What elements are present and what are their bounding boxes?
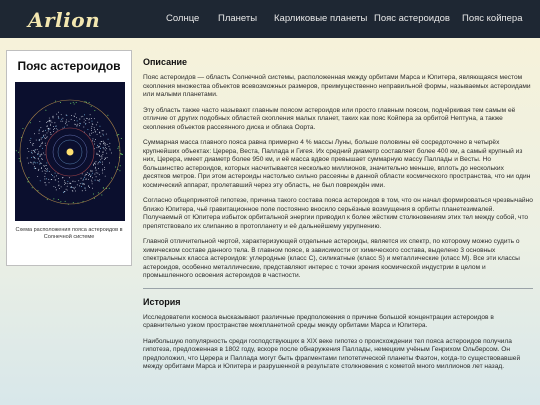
nav-link-planets[interactable]: Планеты — [218, 13, 258, 24]
site-header — [0, 0, 540, 38]
infobox-caption: Схема расположения пояса астероидов в Солнечной системе — [15, 227, 123, 240]
page-content — [0, 38, 540, 405]
paragraph: Главной отличительной чертой, характеризующей отдельные астероиды, является их спектр, по которому можно судить о химическом составе данного тела. В главном поясе, в зависимости от химического состава, выделено 3 основных спектральных класса астероидов: углеродные (класс C), силикатные (класс S) и металлические (класс M). Все эти классы астероидов, особенно металлические, представляют интерес с точки зрения космической индустрии в целом и промышленного освоения астероидов в частности. — [143, 238, 520, 279]
section-title-description: Описание — [143, 57, 188, 67]
nav-link-dwarf-planets[interactable]: Карликовые планеты — [274, 13, 368, 24]
infobox-title: Пояс астероидов — [17, 59, 121, 73]
nav-link-kuiper-belt[interactable]: Пояс койпера — [462, 13, 523, 24]
infobox — [6, 50, 132, 266]
sun-dot — [67, 149, 74, 156]
paragraph: Наибольшую популярность среди господствующих в XIX веке гипотез о происхождении тел пояса астероидов получила гипотеза, предложенная в 1802 году, вскоре после обнаружения Паллады, немецким учёным Генрихом Ольберсом. Он предположил, что Церера и Паллада могут быть фрагментами гипотетической планеты Фаэтон, когда-то существовавшей между орбитами Марса и Юпитера и разрушенной в результате столкновения с кометой много миллионов лет назад. — [143, 337, 521, 370]
paragraph: Исследователи космоса высказывают различные предположения о причине большой концентрации астероидов в сравнительно узком пространстве межпланетной среды между орбитами Марса и Юпитера. — [143, 313, 494, 329]
site-logo[interactable]: Arlion — [28, 8, 101, 32]
asteroid-belt-diagram-svg — [15, 82, 125, 221]
paragraph: Эту область также часто называют главным поясом астероидов или просто главным поясом, подчёркивая тем самым её отличие от других подобных областей скопления малых планет, таких как пояс Койпера за орбитой Нептуна, а также скопления объектов рассеянного диска и облака Оорта. — [143, 106, 516, 131]
paragraph: Пояс астероидов — область Солнечной системы, расположенная между орбитами Марса и Юпитера, являющаяся местом скопления множества объектов всевозможных размеров, преимущественно неправильной формы, называемых астероидами или малыми планетами. — [143, 74, 531, 98]
paragraph: Согласно общепринятой гипотезе, причина такого состава пояса астероидов в том, что он начал формироваться чрезвычайно близко Юпитера, чьё гравитационное поле постоянно вносило серьёзные возмущения в орбиты планетезималей. Получаемый от Юпитера избыток орбитальной энергии приводил к более жёстким столкновениям этих тел между собой, что препятствовало их слипанию в протопланету и её дальнейшему укрупнению. — [143, 197, 533, 230]
paragraph: Суммарная масса главного пояса равна примерно 4 % массы Луны, больше половины её сосредоточено в четырёх крупнейших объектах: Церера, Веста, Паллада и Гигея. Их средний диаметр составляет более 400 км, а самый крупный из них, Церера, имеет диаметр более 950 км, и её масса вдвое превышает суммарную массу Паллады и Весты. Но большинство астероидов, которых насчитывается несколько миллионов, значительно меньше, вплоть до нескольких десятков метров. При этом астероиды настолько сильно рассеяны в данной области космического пространства, что ни один космический аппарат, пролетавший через эту область, не был повреждён ими. — [143, 139, 531, 189]
nav-link-asteroid-belt[interactable]: Пояс астероидов — [374, 13, 450, 24]
asteroid-belt-diagram[interactable] — [15, 82, 125, 221]
article — [143, 57, 533, 379]
nav-link-sun[interactable]: Солнце — [166, 13, 200, 24]
section-title-history: История — [143, 296, 181, 307]
section-divider — [143, 288, 533, 289]
